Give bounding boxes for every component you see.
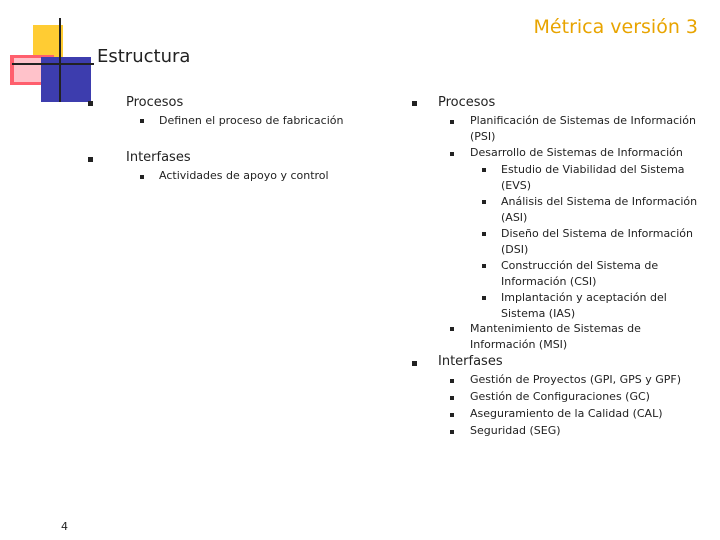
left-section-procesos: Procesos	[126, 95, 184, 110]
bullet-icon	[482, 264, 486, 268]
bullet-icon	[450, 413, 454, 417]
left-item-procesos-desc: Definen el proceso de fabricación	[159, 114, 344, 127]
bullet-icon	[450, 120, 454, 124]
left-section-interfases: Interfases	[126, 150, 191, 165]
interfase-seg: Seguridad (SEG)	[470, 424, 561, 437]
interfase-gp: Gestión de Proyectos (GPI, GPS y GPF)	[470, 373, 681, 386]
right-section-procesos: Procesos	[438, 95, 496, 110]
proceso-msi: Mantenimiento de Sistemas de Información (MSI)	[470, 322, 641, 351]
bullet-icon	[482, 296, 486, 300]
desarrollo-csi: Construcción del Sistema de Información (CSI)	[501, 259, 659, 288]
bullet-icon	[140, 175, 144, 179]
bullet-icon	[450, 430, 454, 434]
bullet-icon	[482, 168, 486, 172]
bullet-icon	[450, 396, 454, 400]
right-section-interfases: Interfases	[438, 354, 503, 369]
interfase-cal: Aseguramiento de la Calidad (CAL)	[470, 407, 663, 420]
presentation-title: Métrica versión 3	[533, 16, 698, 38]
decor-horizontal-line	[12, 63, 94, 65]
proceso-desarrollo: Desarrollo de Sistemas de Información	[470, 146, 683, 159]
desarrollo-dsi: Diseño del Sistema de Información (DSI)	[501, 227, 693, 256]
page-number: 4	[61, 520, 68, 533]
desarrollo-evs: Estudio de Viabilidad del Sistema (EVS)	[501, 163, 685, 192]
bullet-icon	[412, 361, 417, 366]
bullet-icon	[88, 157, 93, 162]
bullet-icon	[450, 379, 454, 383]
proceso-psi: Planificación de Sistemas de Información (PSI)	[470, 114, 696, 143]
bullet-icon	[412, 101, 417, 106]
desarrollo-ias: Implantación y aceptación del Sistema (IAS)	[501, 291, 667, 320]
bullet-icon	[140, 119, 144, 123]
bullet-icon	[450, 152, 454, 156]
slide-heading: Estructura	[97, 46, 191, 67]
decor-vertical-line	[59, 18, 61, 102]
bullet-icon	[482, 232, 486, 236]
bullet-icon	[88, 101, 93, 106]
bullet-icon	[450, 327, 454, 331]
left-item-interfases-desc: Actividades de apoyo y control	[159, 169, 329, 182]
bullet-icon	[482, 200, 486, 204]
interfase-gc: Gestión de Configuraciones (GC)	[470, 390, 650, 403]
desarrollo-asi: Análisis del Sistema de Información (ASI)	[501, 195, 698, 224]
